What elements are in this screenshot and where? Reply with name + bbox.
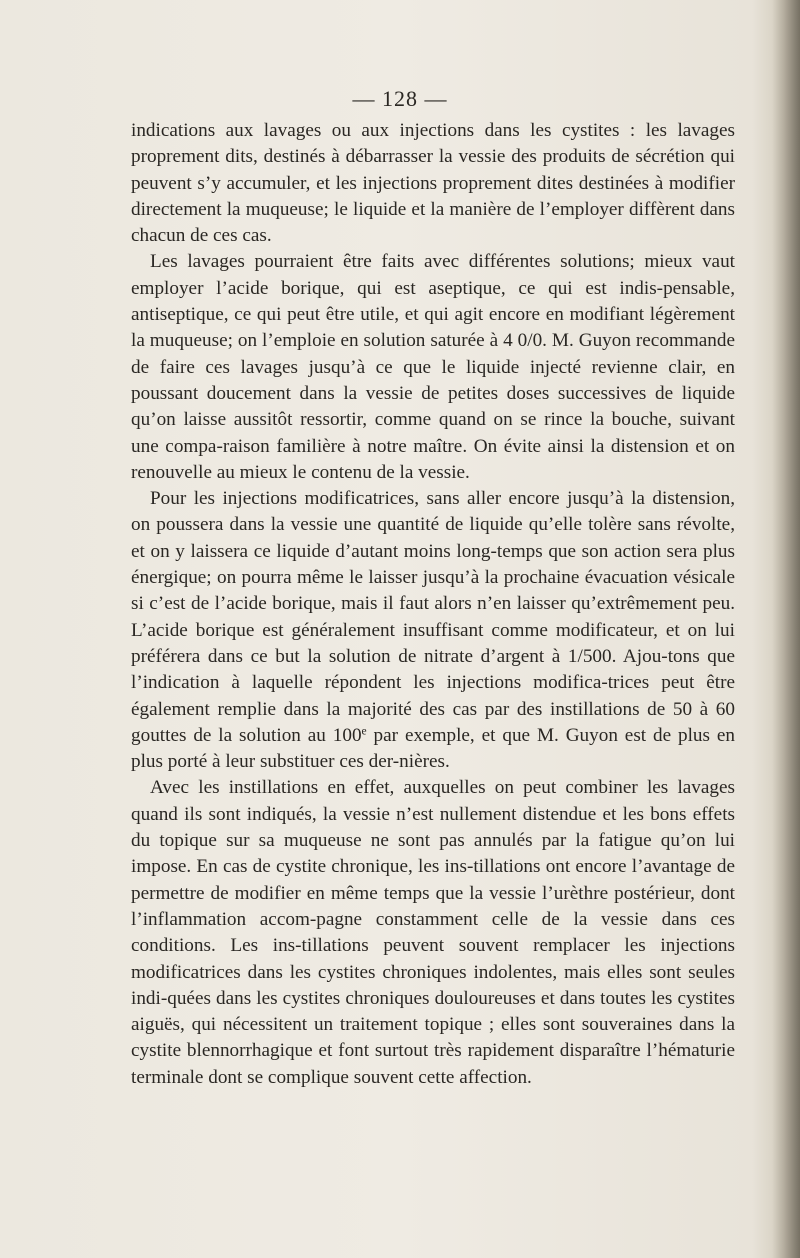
paragraph-1: indications aux lavages ou aux injections dans les cystites : les lavages proprement dits, destinés à débarrasser la vessie des produits de sécrétion qui peuvent s’y accumuler, et les injections proprement dites destinées à modifier directement la muqueuse; le liquide et la manière de l’employer diffèrent dans chacun de ces cas. xyxy=(131,120,735,247)
paragraph-3 xyxy=(131,486,735,775)
page-number: — 128 — xyxy=(352,86,448,111)
paragraph-3-continuation: par exemple, et que M. Guyon est de plus en plus porté à leur substituer ces der-nières. xyxy=(131,724,735,773)
paragraph-3-text: Pour les injections modificatrices, sans aller encore jusqu’à la distension, on poussera dans la vessie une quantité de liquide qu’elle tolère sans révolte, et on y laissera ce liquide d’autant moins long-temps que son action sera plus énergique; on pourra même le laisser jusqu’à la prochaine évacuation vésicale si c’est de l’acide borique, mais il faut alors n’en laisser qu’extrêmement peu. L’acide borique est généralement insuffisant comme modificateur, et on lui préférera dans ce but la solution de nitrate d’argent à 1/500. Ajou-tons que l’indication à laquelle répondent les injections modifica-trices peut être également remplie dans la majorité des cas par des instillations de 50 à 60 gouttes de la solution au 100 xyxy=(131,488,735,746)
paragraph-2: Les lavages pourraient être faits avec différentes solutions; mieux vaut employer l’acide borique, qui est aseptique, ce qui est indis-pensable, antiseptique, ce qui peut être utile, et qui agit encore en modifiant légèrement la muqueuse; on l’emploie en solution saturée à 4 0/0. M. Guyon recommande de faire ces lavages jusqu’à ce que le liquide injecté revienne clair, en poussant doucement dans la vessie de petites doses successives de liquide qu’on laisse aussitôt ressortir, comme quand on se rince la bouche, suivant une compa-raison familière à notre maître. On évite ainsi la distension et on renouvelle au mieux le contenu de la vessie. xyxy=(131,251,735,483)
body-text xyxy=(131,118,735,1091)
page-binding-shadow xyxy=(772,0,800,1258)
ordinal-superscript: e xyxy=(361,725,367,738)
paragraph-4: Avec les instillations en effet, auxquelles on peut combiner les lavages quand ils sont indiqués, la vessie n’est nullement distendue et les bons effets du topique sur sa muqueuse ne sont pas annulés par la fatigue qu’on lui impose. En cas de cystite chronique, les ins-tillations ont encore l’avantage de permettre de modifier en même temps que la vessie l’urèthre postérieur, dont l’inflammation accom-pagne constamment celle de la vessie dans ces conditions. Les ins-tillations peuvent souvent remplacer les injections modificatrices dans les cystites chroniques indolentes, mais elles sont seules indi-quées dans les cystites chroniques douloureuses et dans toutes les cystites aiguës, qui nécessitent un traitement topique ; elles sont souveraines dans la cystite blennorrhagique et font surtout très rapidement disparaître l’hématurie terminale dont se complique souvent cette affection. xyxy=(131,777,735,1088)
